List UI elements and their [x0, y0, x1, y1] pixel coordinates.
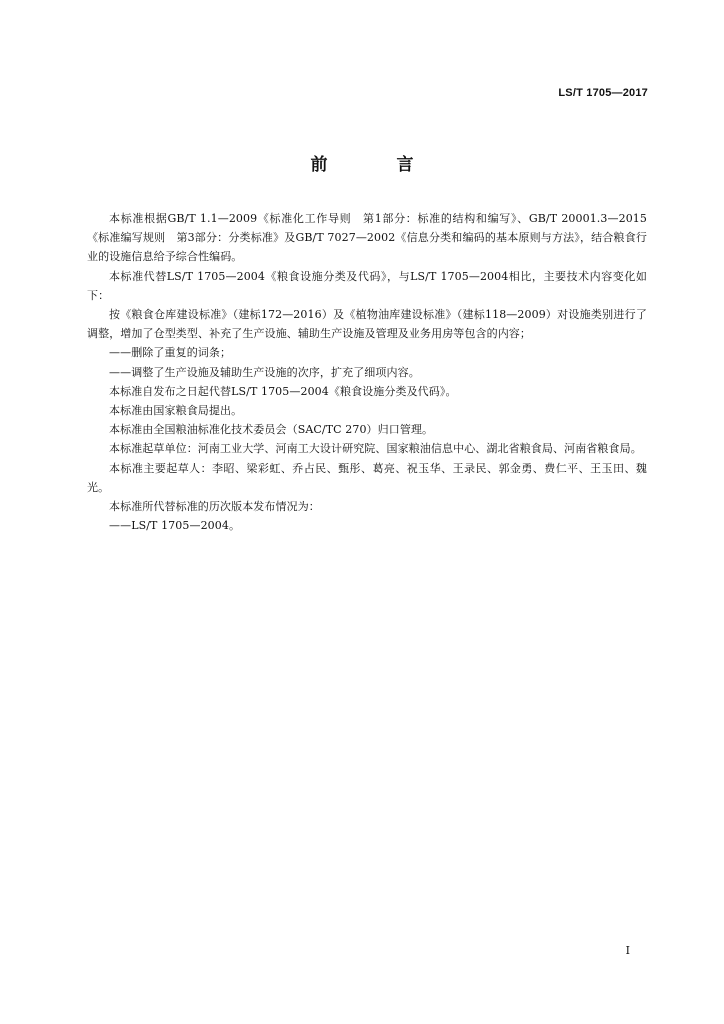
paragraph-adjustment: 按《粮食仓库建设标准》（建标172—2016）及《植物油库建设标准》（建标118—2009）对设施类别进行了调整，增加了仓型类型、补充了生产设施、辅助生产设施及管理及业务用房等包含的内容；	[87, 308, 647, 341]
paragraph-effective: 本标准自发布之日起代替LS/T 1705—2004《粮食设施分类及代码》。	[109, 384, 457, 398]
paragraph-basis: 本标准根据GB/T 1.1—2009《标准化工作导则 第1部分：标准的结构和编写》、GB/T 20001.3—2015《标准编写规则 第3部分：分类标准》及GB/T 7027—2002《信息分类和编码的基本原则与方法》，结合粮食行业的设施信息给予综合性编码。	[87, 212, 647, 264]
paragraph-drafting-units: 本标准起草单位：河南工业大学、河南工大设计研究院、国家粮油信息中心、湖北省粮食局、河南省粮食局。	[109, 442, 642, 456]
paragraph-replacement: 本标准代替LS/T 1705—2004《粮食设施分类及代码》，与LS/T 1705—2004相比，主要技术内容变化如下：	[87, 269, 647, 302]
paragraph-history-intro: 本标准所代替标准的历次版本发布情况为：	[109, 500, 320, 514]
standard-code-header: LS/T 1705—2017	[558, 87, 648, 99]
page-number: I	[625, 944, 630, 957]
paragraph-drafters: 本标准主要起草人：李昭、梁彩虹、乔占民、甄彤、葛亮、祝玉华、王录民、郭金勇、费仁平、王玉田、魏光。	[87, 461, 647, 494]
foreword-body	[87, 209, 647, 535]
paragraph-change-order: ——调整了生产设施及辅助生产设施的次序，扩充了细项内容。	[109, 365, 420, 379]
page-title: 前 言	[310, 155, 440, 175]
paragraph-history-item: ——LS/T 1705—2004。	[109, 519, 241, 533]
paragraph-change-delete: ——删除了重复的词条；	[109, 346, 232, 360]
paragraph-management: 本标准由全国粮油标准化技术委员会（SAC/TC 270）归口管理。	[109, 423, 434, 437]
paragraph-proposer: 本标准由国家粮食局提出。	[109, 404, 243, 418]
